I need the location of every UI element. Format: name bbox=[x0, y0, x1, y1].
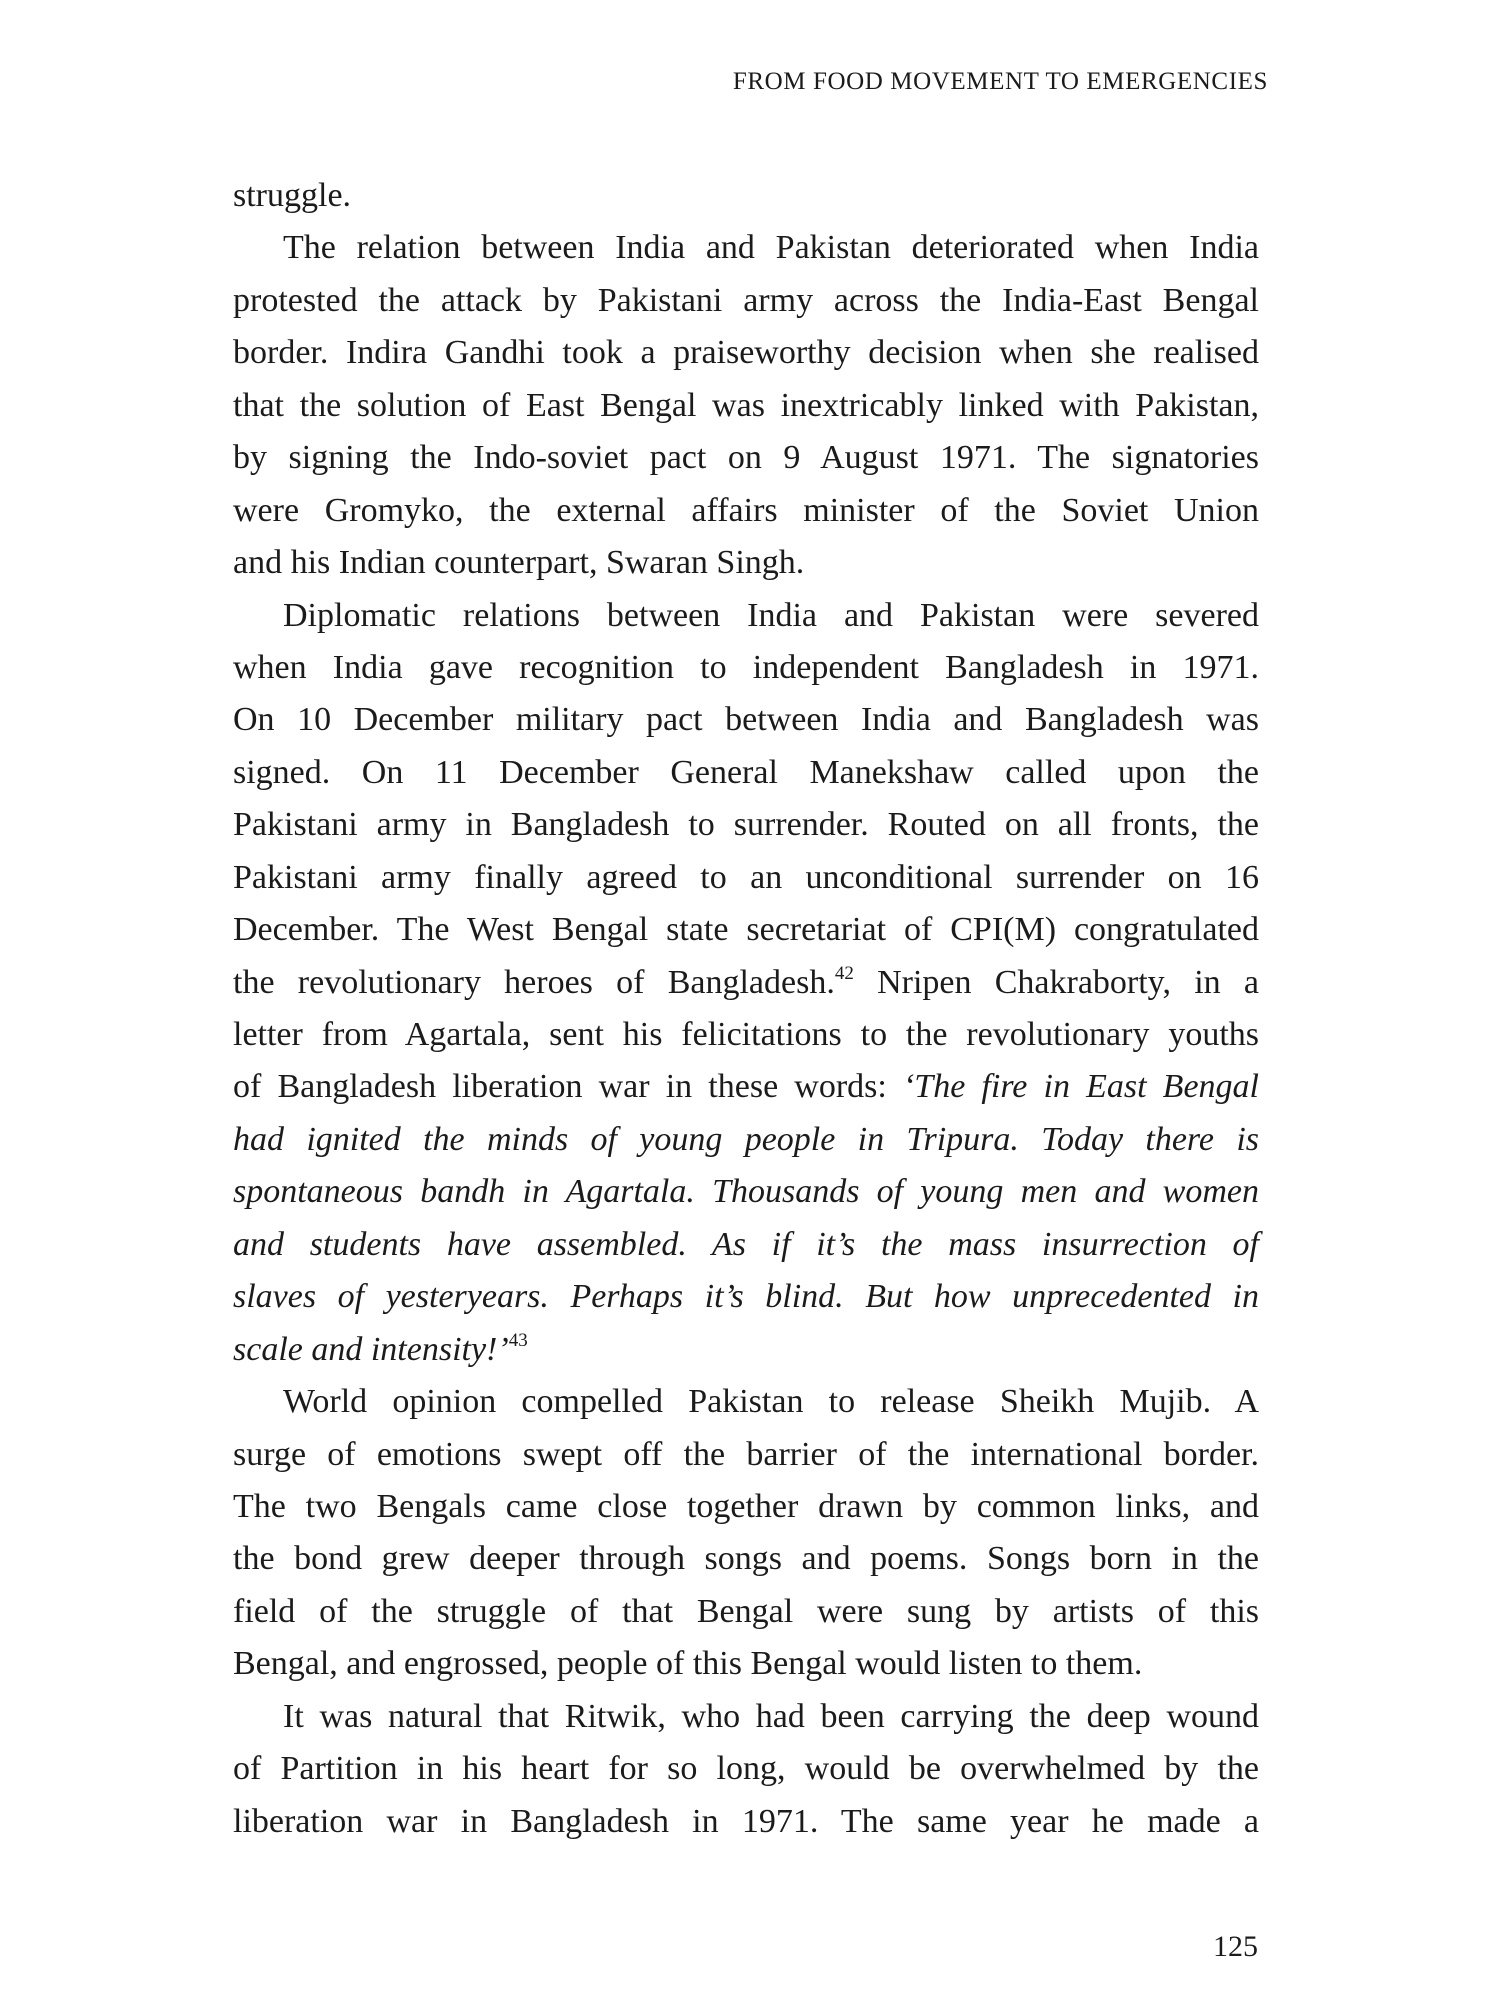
text-line bbox=[233, 1166, 1259, 1218]
quoted-text: had ignited the minds of young people in Tripura. Today there is bbox=[233, 1120, 1259, 1158]
text-line bbox=[233, 1114, 1259, 1166]
text-segment: by signing the Indo-soviet pact on 9 August 1971. The signatories bbox=[233, 439, 1259, 477]
text-segment: when India gave recognition to independent Bangladesh in 1971. bbox=[233, 648, 1259, 686]
text-segment: The two Bengals came close together drawn by common links, and bbox=[233, 1487, 1259, 1525]
text-segment: of Partition in his heart for so long, would be overwhelmed by the bbox=[233, 1750, 1259, 1788]
text-line bbox=[233, 1271, 1259, 1323]
text-line bbox=[233, 380, 1259, 432]
text-line bbox=[233, 1324, 1259, 1376]
text-line bbox=[233, 694, 1259, 746]
paragraph bbox=[233, 222, 1259, 589]
text-line bbox=[233, 1481, 1259, 1533]
text-line bbox=[233, 957, 1259, 1009]
text-segment: the bond grew deeper through songs and poems. Songs born in the bbox=[233, 1540, 1259, 1578]
page-number: 125 bbox=[1213, 1930, 1258, 1963]
text-segment: were Gromyko, the external affairs minister of the Soviet Union bbox=[233, 491, 1259, 529]
text-line bbox=[233, 485, 1259, 537]
text-line bbox=[233, 327, 1259, 379]
text-segment: that the solution of East Bengal was inextricably linked with Pakistan, bbox=[233, 386, 1259, 424]
quoted-text: ‘The fire in East Bengal bbox=[902, 1068, 1259, 1106]
paragraph bbox=[233, 1691, 1259, 1848]
text-segment: December. The West Bengal state secretariat of CPI(M) congratulated bbox=[233, 911, 1259, 949]
quoted-text: slaves of yesteryears. Perhaps it’s blind. But how unprecedented in bbox=[233, 1278, 1259, 1316]
text-segment: border. Indira Gandhi took a praiseworthy decision when she realised bbox=[233, 334, 1259, 372]
text-segment: field of the struggle of that Bengal were sung by artists of this bbox=[233, 1592, 1259, 1630]
quoted-text: scale and intensity!’ bbox=[233, 1330, 509, 1368]
text-segment: struggle. bbox=[233, 177, 352, 214]
text-segment: and his Indian counterpart, Swaran Singh. bbox=[233, 544, 805, 582]
text-line bbox=[233, 799, 1259, 851]
paragraph bbox=[233, 170, 1259, 222]
text-line bbox=[233, 1061, 1259, 1113]
text-segment: the revolutionary heroes of Bangladesh. bbox=[233, 963, 835, 1001]
text-segment: It was natural that Ritwik, who had been carrying the deep wound bbox=[283, 1697, 1259, 1735]
text-line bbox=[233, 1638, 1259, 1690]
text-line bbox=[233, 904, 1259, 956]
text-segment: The relation between India and Pakistan deteriorated when India bbox=[283, 229, 1259, 267]
text-segment: of Bangladesh liberation war in these words: bbox=[233, 1068, 903, 1106]
text-line bbox=[233, 590, 1259, 642]
text-line bbox=[233, 1219, 1259, 1271]
text-segment: signed. On 11 December General Manekshaw called upon the bbox=[233, 753, 1259, 791]
paragraph bbox=[233, 1376, 1259, 1691]
text-line bbox=[233, 222, 1259, 274]
text-segment: On 10 December military pact between India and Bangladesh was bbox=[233, 701, 1259, 739]
text-line bbox=[233, 1743, 1259, 1795]
text-line bbox=[233, 1376, 1259, 1428]
text-line bbox=[233, 537, 1259, 589]
text-line bbox=[233, 432, 1259, 484]
text-line bbox=[233, 1586, 1259, 1638]
text-line bbox=[233, 1796, 1259, 1848]
text-line bbox=[233, 1691, 1259, 1743]
text-line bbox=[233, 1429, 1259, 1481]
text-segment: World opinion compelled Pakistan to release Sheikh Mujib. A bbox=[283, 1383, 1259, 1421]
text-segment: liberation war in Bangladesh in 1971. The same year he made a bbox=[233, 1802, 1259, 1840]
text-segment: Pakistani army in Bangladesh to surrender. Routed on all fronts, the bbox=[233, 806, 1259, 844]
running-head: FROM FOOD MOVEMENT TO EMERGENCIES bbox=[732, 68, 1268, 95]
text-segment: letter from Agartala, sent his felicitations to the revolutionary youths bbox=[233, 1016, 1259, 1053]
text-segment: protested the attack by Pakistani army across the India-East Bengal bbox=[233, 281, 1259, 319]
text-segment: Bengal, and engrossed, people of this Bengal would listen to them. bbox=[233, 1645, 1143, 1683]
quoted-text: and students have assembled. As if it’s the mass insurrection of bbox=[233, 1225, 1259, 1263]
paragraph bbox=[233, 590, 1259, 1377]
text-segment: Nripen Chakraborty, in a bbox=[853, 963, 1259, 1001]
text-line bbox=[233, 170, 1259, 222]
text-line bbox=[233, 275, 1259, 327]
text-segment: Pakistani army finally agreed to an unconditional surrender on 16 bbox=[233, 858, 1259, 896]
text-line bbox=[233, 1533, 1259, 1585]
body-text bbox=[233, 170, 1259, 1848]
text-segment: Diplomatic relations between India and Pakistan were severed bbox=[283, 596, 1259, 634]
text-line bbox=[233, 747, 1259, 799]
footnote-ref: 43 bbox=[508, 1329, 528, 1351]
text-segment: surge of emotions swept off the barrier of the international border. bbox=[233, 1435, 1259, 1473]
quoted-text: spontaneous bandh in Agartala. Thousands of young men and women bbox=[233, 1173, 1259, 1211]
footnote-ref: 42 bbox=[834, 962, 854, 984]
text-line bbox=[233, 1009, 1259, 1061]
text-line bbox=[233, 852, 1259, 904]
text-line bbox=[233, 642, 1259, 694]
